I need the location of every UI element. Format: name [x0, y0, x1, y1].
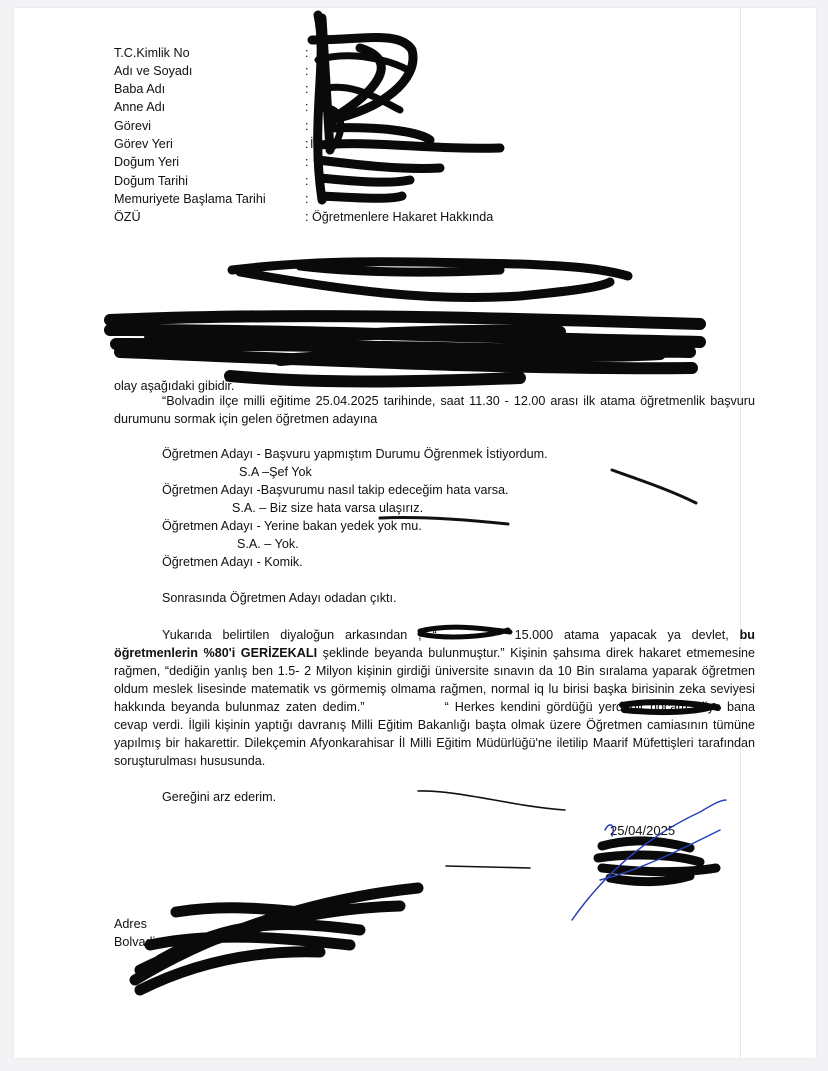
- field-colon: :: [305, 192, 309, 206]
- field-colon: :: [305, 210, 309, 224]
- field-colon: :: [305, 82, 309, 96]
- p2-quote2: “ Herkes kendini gördüğü yerdedir hocam” diye bana cevap verdi. İlgili kişinin yaptığı davranış Milli Eğitim Bakanlığı başta olmak üzere Öğretmen camiasının tümüne yapılmış bir hakarettir. Dilekçemin Afyonkarahisar İl Milli Eğitim Müdürlüğü'ne iletilip Maarif Müfettişleri tarafından soruşturulması hususunda.: [114, 700, 755, 768]
- field-colon: :: [305, 119, 309, 133]
- field-colon: :: [305, 155, 309, 169]
- field-label-name: Adı ve Soyadı: [114, 64, 193, 78]
- field-label-start-date: Memuriyete Başlama Tarihi: [114, 192, 266, 206]
- dialogue-line: Öğretmen Adayı - Yerine bakan yedek yok mu.: [162, 519, 422, 533]
- subject-value: Öğretmenlere Hakaret Hakkında: [312, 210, 494, 224]
- scan-line: [740, 8, 741, 1058]
- field-colon: :: [305, 100, 309, 114]
- field-label-birthplace: Doğum Yeri: [114, 155, 180, 169]
- field-label-father: Baba Adı: [114, 82, 166, 96]
- signature-date: 25/04/2025: [610, 823, 676, 838]
- field-label-subject: ÖZÜ: [114, 210, 141, 224]
- quote-paragraph: “Bolvadin ilçe milli eğitime 25.04.2025 tarihinde, saat 11.30 - 12.00 arası ilk atama öğretmenlik başvuru durumunu sormak için gelen öğretmen adayına: [114, 394, 755, 426]
- intro-line-end: olay aşağıdaki gibidir.: [114, 379, 235, 393]
- document-page: [14, 8, 816, 1058]
- main-paragraph: [114, 626, 755, 770]
- field-label-mother: Anne Adı: [114, 100, 166, 114]
- dialogue-line: S.A –Şef Yok: [239, 465, 312, 479]
- field-colon: :: [305, 64, 309, 78]
- field-label-birthdate: Doğum Tarihi: [114, 174, 188, 188]
- field-label-duty: Görevi: [114, 119, 152, 133]
- p2-number: 15.000 atama yapacak ya devlet,: [514, 628, 729, 642]
- p2-start: Yukarıda belirtilen diyaloğun arkasından ,: [162, 628, 422, 642]
- dialogue-line: S.A. – Yok.: [237, 537, 299, 551]
- address-label: Adres: [114, 917, 147, 931]
- field-value-workplace: İ: [310, 137, 314, 151]
- closing-line: Gereğini arz ederim.: [162, 790, 277, 804]
- insult-quote: bu öğretmenlerin %80'i GERİZEKALI: [114, 628, 755, 660]
- dialogue-line: Öğretmen Adayı - Başvuru yapmıştım Durumu Öğrenmek İstiyordum.: [162, 447, 548, 461]
- dialogue-line: S.A. – Biz size hata varsa ulaşırız.: [232, 501, 424, 515]
- field-colon: :: [305, 137, 309, 151]
- dialogue-line: Öğretmen Adayı - Komik.: [162, 555, 303, 569]
- field-label-tc: T.C.Kimlik No: [114, 46, 190, 60]
- p2-rest: şeklinde beyanda bulunmuştur.” Kişinin şahsıma direk hakaret etmemesine rağmen, “dediğin yanlış ben 1.5- 2 Milyon kişinin girdiği üniversite sınavın da 10 Bin sıralama yaparak öğretmen oldum meslek lisesinde matematik vs görmemiş olmama rağmen, normal iq lu birisi başka birisinin zeka seviyesi hakkında beyanda bulunmaz zaten dedim.”: [114, 646, 756, 714]
- field-colon: :: [305, 46, 309, 60]
- field-colon: :: [305, 174, 309, 188]
- after-dialogue: Sonrasında Öğretmen Adayı odadan çıktı.: [162, 591, 397, 605]
- quote-open: “: [432, 628, 437, 642]
- dialogue-line: Öğretmen Adayı -Başvurumu nasıl takip edeceğim hata varsa.: [162, 483, 509, 497]
- field-label-workplace: Görev Yeri: [114, 137, 173, 151]
- city-label: Bolvadin: [114, 935, 163, 949]
